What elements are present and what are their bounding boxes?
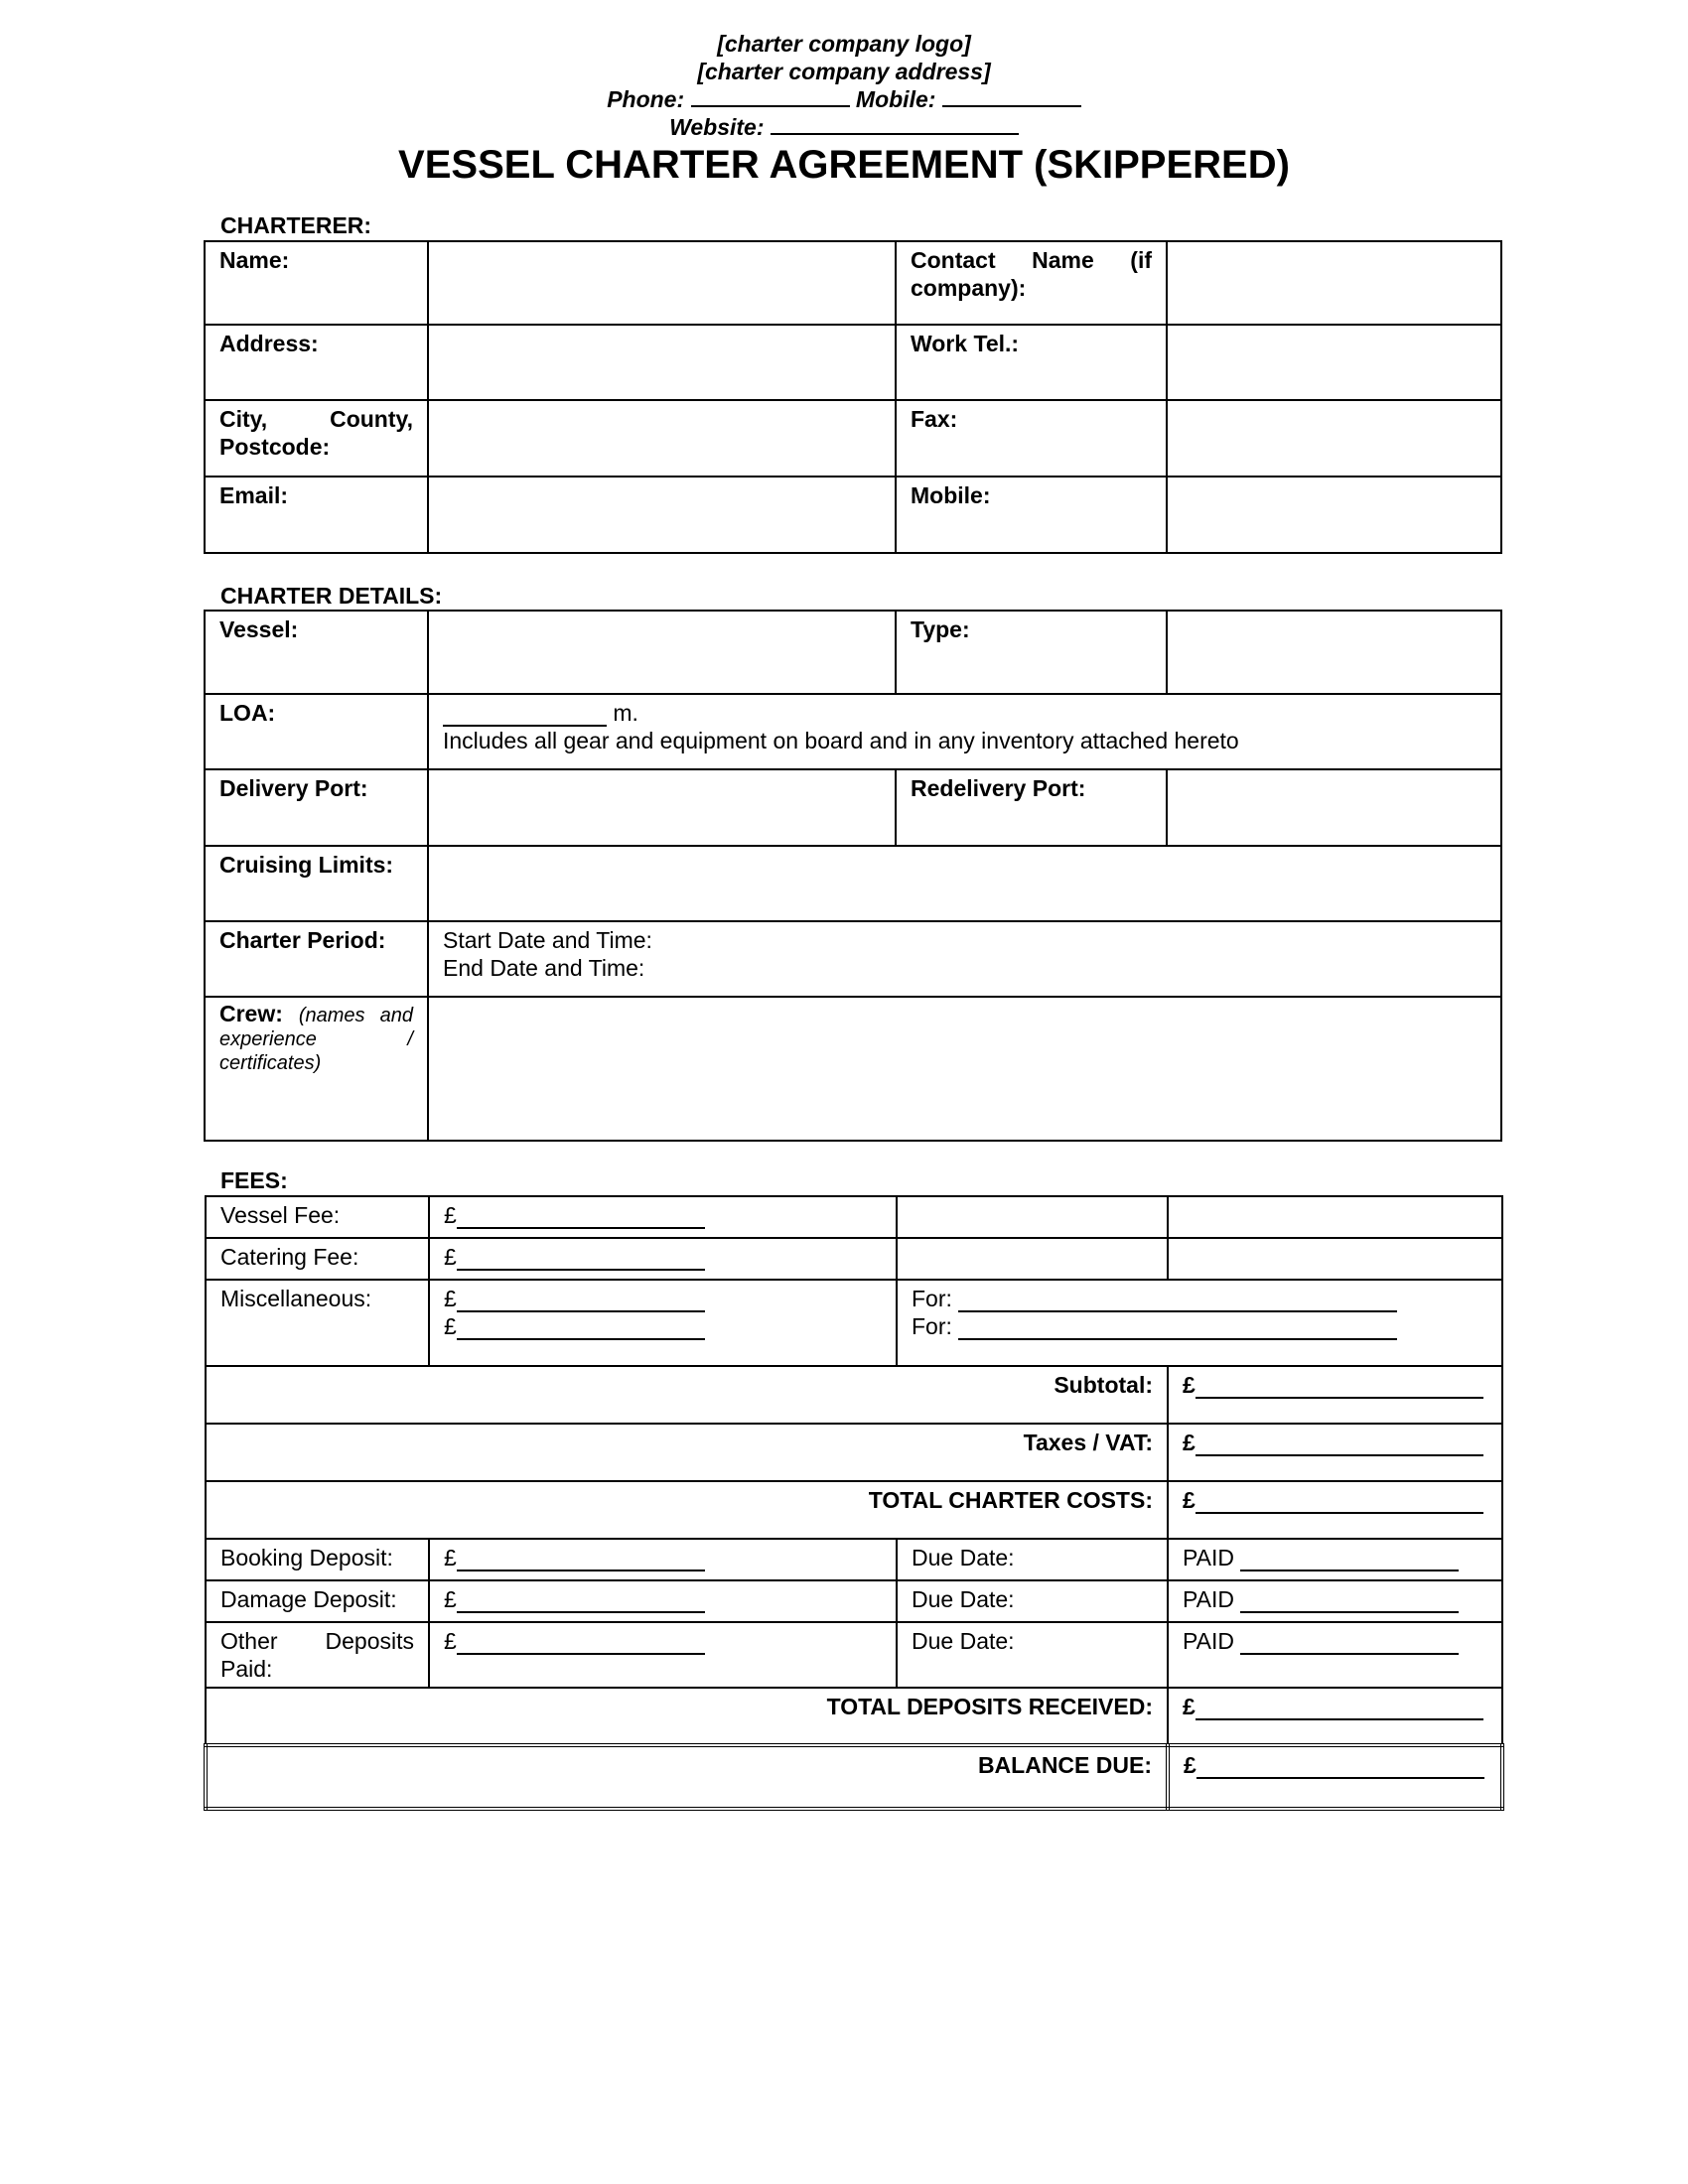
- city-county-postcode-label: City, County, Postcode:: [205, 400, 428, 477]
- contact-name-label: Contact Name (if company):: [896, 241, 1167, 325]
- cruising-limits-field[interactable]: [428, 846, 1501, 921]
- type-field[interactable]: [1167, 611, 1501, 694]
- fax-field[interactable]: [1167, 400, 1501, 477]
- booking-due-date[interactable]: Due Date:: [897, 1539, 1168, 1580]
- type-label: Type:: [896, 611, 1167, 694]
- website-label: Website:: [669, 114, 765, 140]
- subtotal-label: Subtotal:: [206, 1366, 1168, 1424]
- charter-period-label: Charter Period:: [205, 921, 428, 997]
- balance-due-label: BALANCE DUE:: [206, 1745, 1168, 1809]
- vessel-field[interactable]: [428, 611, 896, 694]
- vessel-fee-label: Vessel Fee:: [206, 1196, 429, 1238]
- taxes-field[interactable]: £: [1168, 1424, 1502, 1481]
- taxes-label: Taxes / VAT:: [206, 1424, 1168, 1481]
- company-address-placeholder: [charter company address]: [697, 59, 991, 84]
- charter-details-section-label: CHARTER DETAILS:: [220, 583, 443, 609]
- phone-label: Phone:: [607, 86, 685, 112]
- loa-label: LOA:: [205, 694, 428, 769]
- company-logo-placeholder: [charter company logo]: [717, 31, 971, 57]
- city-county-postcode-field[interactable]: [428, 400, 896, 477]
- website-field[interactable]: [771, 113, 1019, 135]
- damage-deposit-amount[interactable]: £: [429, 1580, 897, 1622]
- redelivery-port-field[interactable]: [1167, 769, 1501, 846]
- loa-field[interactable]: [443, 701, 607, 727]
- start-date-label: Start Date and Time:: [443, 927, 652, 953]
- document-title: VESSEL CHARTER AGREEMENT (SKIPPERED): [398, 143, 1290, 187]
- other-due-date[interactable]: Due Date:: [897, 1622, 1168, 1688]
- fax-label: Fax:: [896, 400, 1167, 477]
- charter-details-table: [204, 610, 1502, 1142]
- contact-name-field[interactable]: [1167, 241, 1501, 325]
- other-deposits-label: Other Deposits Paid:: [206, 1622, 429, 1688]
- website-line: [0, 113, 1688, 141]
- name-field[interactable]: [428, 241, 896, 325]
- balance-due-field[interactable]: £: [1168, 1745, 1502, 1809]
- loa-unit: m.: [613, 700, 638, 726]
- charterer-mobile-label: Mobile:: [896, 477, 1167, 553]
- redelivery-port-label: Redelivery Port:: [896, 769, 1167, 846]
- end-date-label: End Date and Time:: [443, 955, 645, 981]
- misc-label: Miscellaneous:: [206, 1280, 429, 1366]
- catering-fee-amount[interactable]: £: [429, 1238, 897, 1280]
- delivery-port-field[interactable]: [428, 769, 896, 846]
- loa-entry: [443, 699, 1486, 727]
- loa-cell: [428, 694, 1501, 769]
- catering-fee-extra-1[interactable]: [897, 1238, 1168, 1280]
- email-label: Email:: [205, 477, 428, 553]
- vessel-fee-amount[interactable]: £: [429, 1196, 897, 1238]
- loa-note: Includes all gear and equipment on board and in any inventory attached hereto: [443, 728, 1239, 753]
- mobile-label: Mobile:: [855, 86, 936, 112]
- total-deposits-label: TOTAL DEPOSITS RECEIVED:: [206, 1688, 1168, 1745]
- charterer-section-label: CHARTERER:: [220, 212, 372, 238]
- charter-period-cell[interactable]: [428, 921, 1501, 997]
- damage-due-date[interactable]: Due Date:: [897, 1580, 1168, 1622]
- crew-label: Crew: (names and experience / certificates): [205, 997, 428, 1141]
- booking-deposit-label: Booking Deposit:: [206, 1539, 429, 1580]
- catering-fee-label: Catering Fee:: [206, 1238, 429, 1280]
- name-label: Name:: [205, 241, 428, 325]
- total-costs-field[interactable]: £: [1168, 1481, 1502, 1539]
- work-tel-label: Work Tel.:: [896, 325, 1167, 400]
- cruising-limits-label: Cruising Limits:: [205, 846, 428, 921]
- vessel-fee-extra-1[interactable]: [897, 1196, 1168, 1238]
- total-deposits-field[interactable]: £: [1168, 1688, 1502, 1745]
- delivery-port-label: Delivery Port:: [205, 769, 428, 846]
- contact-line: [0, 85, 1688, 113]
- other-deposits-amount[interactable]: £: [429, 1622, 897, 1688]
- charterer-mobile-field[interactable]: [1167, 477, 1501, 553]
- mobile-field[interactable]: [942, 85, 1081, 107]
- catering-fee-extra-2[interactable]: [1168, 1238, 1502, 1280]
- damage-deposit-label: Damage Deposit:: [206, 1580, 429, 1622]
- total-costs-label: TOTAL CHARTER COSTS:: [206, 1481, 1168, 1539]
- other-paid[interactable]: PAID: [1168, 1622, 1502, 1688]
- fees-table: [204, 1195, 1504, 1811]
- address-field[interactable]: [428, 325, 896, 400]
- misc-for-fields[interactable]: For: For:: [897, 1280, 1502, 1366]
- misc-amounts[interactable]: £ £: [429, 1280, 897, 1366]
- vessel-fee-extra-2[interactable]: [1168, 1196, 1502, 1238]
- subtotal-field[interactable]: £: [1168, 1366, 1502, 1424]
- charterer-table: [204, 240, 1502, 554]
- work-tel-field[interactable]: [1167, 325, 1501, 400]
- fees-section-label: FEES:: [220, 1167, 288, 1193]
- booking-paid[interactable]: PAID: [1168, 1539, 1502, 1580]
- email-field[interactable]: [428, 477, 896, 553]
- phone-field[interactable]: [691, 85, 850, 107]
- vessel-label: Vessel:: [205, 611, 428, 694]
- damage-paid[interactable]: PAID: [1168, 1580, 1502, 1622]
- crew-field[interactable]: [428, 997, 1501, 1141]
- address-label: Address:: [205, 325, 428, 400]
- booking-deposit-amount[interactable]: £: [429, 1539, 897, 1580]
